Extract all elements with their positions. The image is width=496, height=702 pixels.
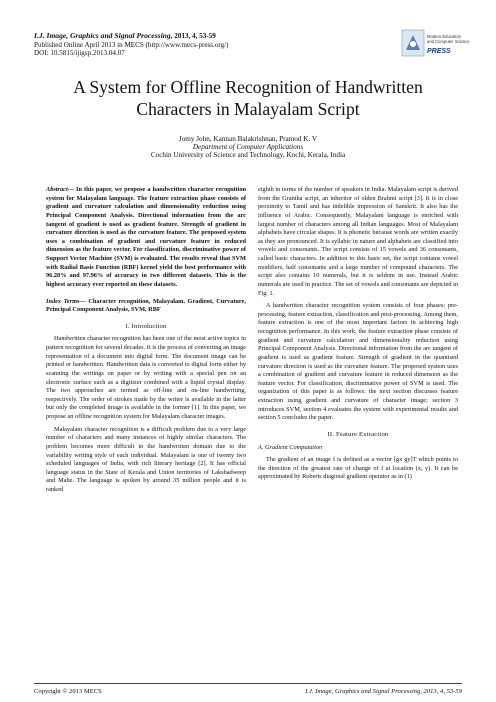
title-line-2: Characters in Malayalam Script bbox=[136, 99, 360, 119]
section-2-heading: II. Feature Extraction bbox=[327, 430, 389, 438]
published-line: Published Online April 2013 in MECS (http://www.mecs-press.org/) bbox=[34, 40, 229, 49]
author-department: Department of Computer Applications bbox=[192, 143, 304, 152]
footer-journal-ref: I.J. Image, Graphics and Signal Processing, 2013, 4, 53-59 bbox=[305, 688, 462, 695]
abstract-text: — In this paper, we propose a handwritten character recognition system for Malayalam language. The feature extraction phase consists of gradient and curvature calculation and dimensionality reduction using Principal Component Analysis. Directional information from the arc tangent of gradient is used as gradient feature. Strength of gradient in curvature direction is used as the curvature feature. The proposed system uses a combination of gradient and curvature feature in reduced dimension as the feature vector. For classification, discriminative power of Support Vector Machine (SVM) is evaluated. The results reveal that SVM with Radial Basis Function (RBF) kernel yield the best performance with 96.28% and 97.96% of accuracy in two different datasets. This is the highest accuracy ever reported on these datasets. bbox=[46, 186, 246, 288]
mecs-press-logo bbox=[402, 28, 470, 62]
journal-citation bbox=[34, 32, 394, 41]
author-names: Jomy John, Kannan Balakrishnan, Pramod K. V bbox=[178, 135, 318, 143]
body-paragraph-1: eighth in terms of the number of speakers in India. Malayalam script is derived from the Grantha script, an inheritor of olden Brahmi script [3]. It is in close proximity to Tamil and has indelible impression of Sanskrit. It also has the influence of Arabic. Consequently, Malayalam language is enriched with largest number of characters among all Indian languages. Most of Malayalam alphabets have circular shapes. It is phonetic because words are written exactly as they are pronounced. It is syllabic in nature and alphabets are classified into vowels and consonants. The script consists of 15 vowels and 36 consonants, called basic characters. In addition to this basic set, the script contains vowel modifiers, half consonants and a large number of compound characters. The script also contains 10 numerals, but it is seldom in use. Instead Arabic numerals are used in practice. The set of vowels and consonants are depicted in Fig. 1. bbox=[258, 186, 458, 297]
title-line-1: A System for Offline Recognition of Handwritten bbox=[73, 77, 423, 97]
index-terms-label: Index Terms bbox=[46, 297, 80, 305]
journal-issue: 2013, 4, 53-59 bbox=[172, 32, 216, 40]
logo-text-mid: and Computer Science bbox=[427, 39, 470, 44]
section-1-heading: I. Introduction bbox=[125, 322, 167, 330]
logo-text-top: Modern Education bbox=[427, 34, 461, 39]
footer-copyright: Copyright © 2013 MECS bbox=[34, 688, 102, 695]
journal-header bbox=[34, 32, 394, 58]
left-column bbox=[46, 186, 246, 495]
body-paragraph-2: A handwritten character recognition system consists of four phases: pre-processing, feature extraction, classification and post-processing. Among them, feature extraction is one of the most important factors in achieving high recognition performance. In this work, the feature extraction phase consists of gradient and curvature calculation and dimensionality reduction using Principal Component Analysis. Directional information from the arc tangent of gradient is used as gradient feature. Strength of gradient in the quantised curvature direction is used as the curvature feature. The proposed system uses a combination of gradient and curvature feature in reduced dimension as the feature vector. For classification, discriminative power of SVM is used. The organization of this paper is as follows: the next section discusses feature extraction using gradient and curvature of character image; section 3 introduces SVM, section 4 evaluates the system with experimental results and section 5 concludes the paper. bbox=[258, 302, 458, 422]
intro-paragraph-1: Handwritten character recognition has been one of the most active topics in pattern recognition for several decades. It is the process of converting an image representation of a document into digital form. The document image can be printed or handwritten. Handwritten data is converted to digital form either by scanning the writings on paper or by writing with a special pen on an electronic surface such as a digitizer combined with a liquid crystal display. The two approaches are termed as off-line and on-line handwriting, respectively. The order of strokes made by the writer is available in the latter but only the completed image is available in the former [1]. In this paper, we propose an offline recognition system for Malayalam character images. bbox=[46, 335, 246, 420]
paper-title bbox=[30, 76, 466, 120]
index-terms-text: — Character recognition, Malayalam, Gradient, Curvature, Principal Component Analysis, SVM, RBF bbox=[46, 297, 246, 314]
abstract-paragraph bbox=[46, 186, 246, 290]
journal-title: I.J. Image, Graphics and Signal Processing, bbox=[34, 31, 173, 40]
intro-paragraph-2: Malayalam character recognition is a difficult problem due to a very large number of characters and many instances of highly similar characters. The problem becomes more difficult in the handwritten domain due to the variability writing style of each individual. Malayalam is one of twenty two scheduled languages of India, with rich literary heritage [2]. It has official language status in the State of Kerala and Union territories of Lakshadweep and Mahe. The language is spoken by around 35 million people and it is ranked bbox=[46, 425, 246, 493]
right-column bbox=[258, 186, 458, 482]
index-terms-paragraph bbox=[46, 298, 246, 315]
doi-line: DOI: 10.5815/ijigsp.2013.04.07 bbox=[34, 49, 125, 58]
subsection-a-heading: A. Gradient Computation bbox=[258, 443, 323, 451]
logo-text-brand: PRESS bbox=[427, 48, 451, 55]
footer-rule bbox=[34, 683, 462, 684]
author-affiliation: Cochin University of Science and Technology, Kochi, Kerala, India bbox=[150, 151, 346, 160]
logo-emblem-dot bbox=[410, 41, 416, 47]
body-paragraph-3: The gradient of an image f is defined as a vector [gx gy]T which points to the direction of the greatest rate of change of f at location (x, y). It can be approximated by Roberts diagonal gradient operator as in (1) bbox=[258, 456, 458, 481]
abstract-label: Abstract bbox=[46, 186, 68, 193]
author-block bbox=[30, 135, 466, 160]
